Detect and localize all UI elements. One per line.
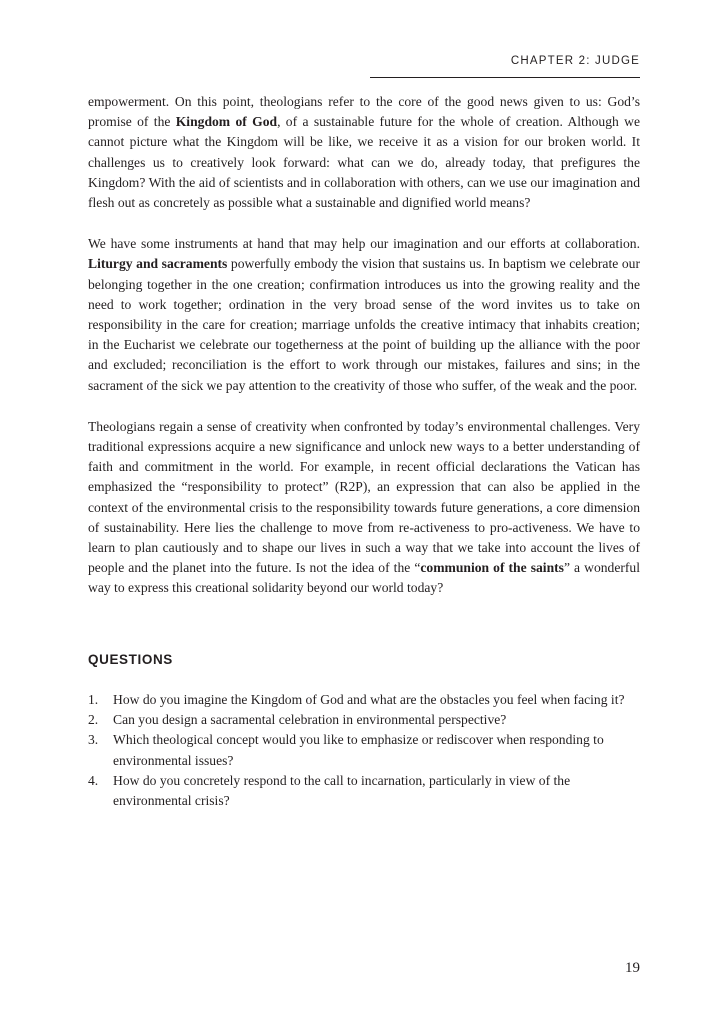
text-run: We have some instruments at hand that may help our imagination and our efforts at collaboration. xyxy=(88,236,640,252)
question-text: Which theological concept would you like to emphasize or rediscover when responding to environmental issues? xyxy=(113,732,604,768)
bold-term-communion-of-the-saints: communion of the saints xyxy=(420,560,564,576)
bold-term-kingdom-of-god: Kingdom of God xyxy=(175,114,278,130)
paragraph-communion-of-saints xyxy=(88,417,640,599)
question-number: 3. xyxy=(88,732,99,748)
question-number: 4. xyxy=(88,772,99,788)
question-item xyxy=(88,710,628,730)
paragraph-liturgy-and-sacraments xyxy=(88,234,640,396)
question-number: 2. xyxy=(88,712,99,728)
question-item xyxy=(88,730,628,770)
question-item xyxy=(88,771,628,811)
paragraph-kingdom-of-god xyxy=(88,92,640,213)
text-run: ” a wonderful way to express this creational solidarity beyond our world today? xyxy=(88,560,640,596)
bold-term-liturgy-and-sacraments: Liturgy and sacraments xyxy=(88,256,228,272)
question-text: How do you concretely respond to the call to incarnation, particularly in view of the environmental crisis? xyxy=(113,772,571,809)
page-number: 19 xyxy=(625,960,640,976)
question-item xyxy=(88,690,628,710)
questions-list xyxy=(88,690,628,811)
text-run: , of a sustainable future for the whole of creation. Although we cannot picture what the Kingdom will be like, we receive it as a vision for our broken world. It challenges us to creatively look forward: what can we do, already today, that prefigures the Kingdom? With the aid of scientists and in collaboration with others, can we use our imagination and flesh out as concretely as possible what a sustainable and dignified world means? xyxy=(88,114,640,211)
question-text: How do you imagine the Kingdom of God and what are the obstacles you feel when facing it? xyxy=(113,692,625,707)
question-text: Can you design a sacramental celebration in environmental perspective? xyxy=(113,712,507,728)
running-head: CHAPTER 2: JUDGE xyxy=(510,55,640,67)
header-rule xyxy=(370,77,640,78)
text-run: empowerment. On this point, theologians refer to the core of the good news given to us: God’s promise of the xyxy=(88,94,640,130)
body-text xyxy=(88,92,640,620)
text-run: powerfully embody the vision that sustains us. In baptism we celebrate our belonging together in the one creation; confirmation introduces us into the growing reality and the need to work together; ordination in the very broad sense of the word invites us to take on responsibility in the care for creation; marriage unfolds the creative intimacy that inhabits creation; in the Eucharist we celebrate our togetherness at the point of building up the alliance with the poor and excluded; reconciliation is the effort to work through our mistakes, failures and sins; in the sacrament of the sick we pay attention to the creativity of those who suffer, of the weak and the poor. xyxy=(88,256,640,393)
question-number: 1. xyxy=(88,692,99,707)
questions-heading: QUESTIONS xyxy=(88,652,173,667)
text-run: Theologians regain a sense of creativity when confronted by today’s environmental challenges. Very traditional expressions acquire a new significance and unlock new ways to a better understanding of faith and commitment in the world. For example, in recent official declarations the Vatican has emphasized the “responsibility to protect” (R2P), an expression that can also be applied in the context of the environmental crisis to the responsibility towards future generations, a core dimension of sustainability. Here lies the challenge to move from re-activeness to pro-activeness. We have to learn to plan cautiously and to shape our lives in such a way that we take into account the lives of people and the planet into the future. Is not the idea of the “ xyxy=(88,418,640,576)
